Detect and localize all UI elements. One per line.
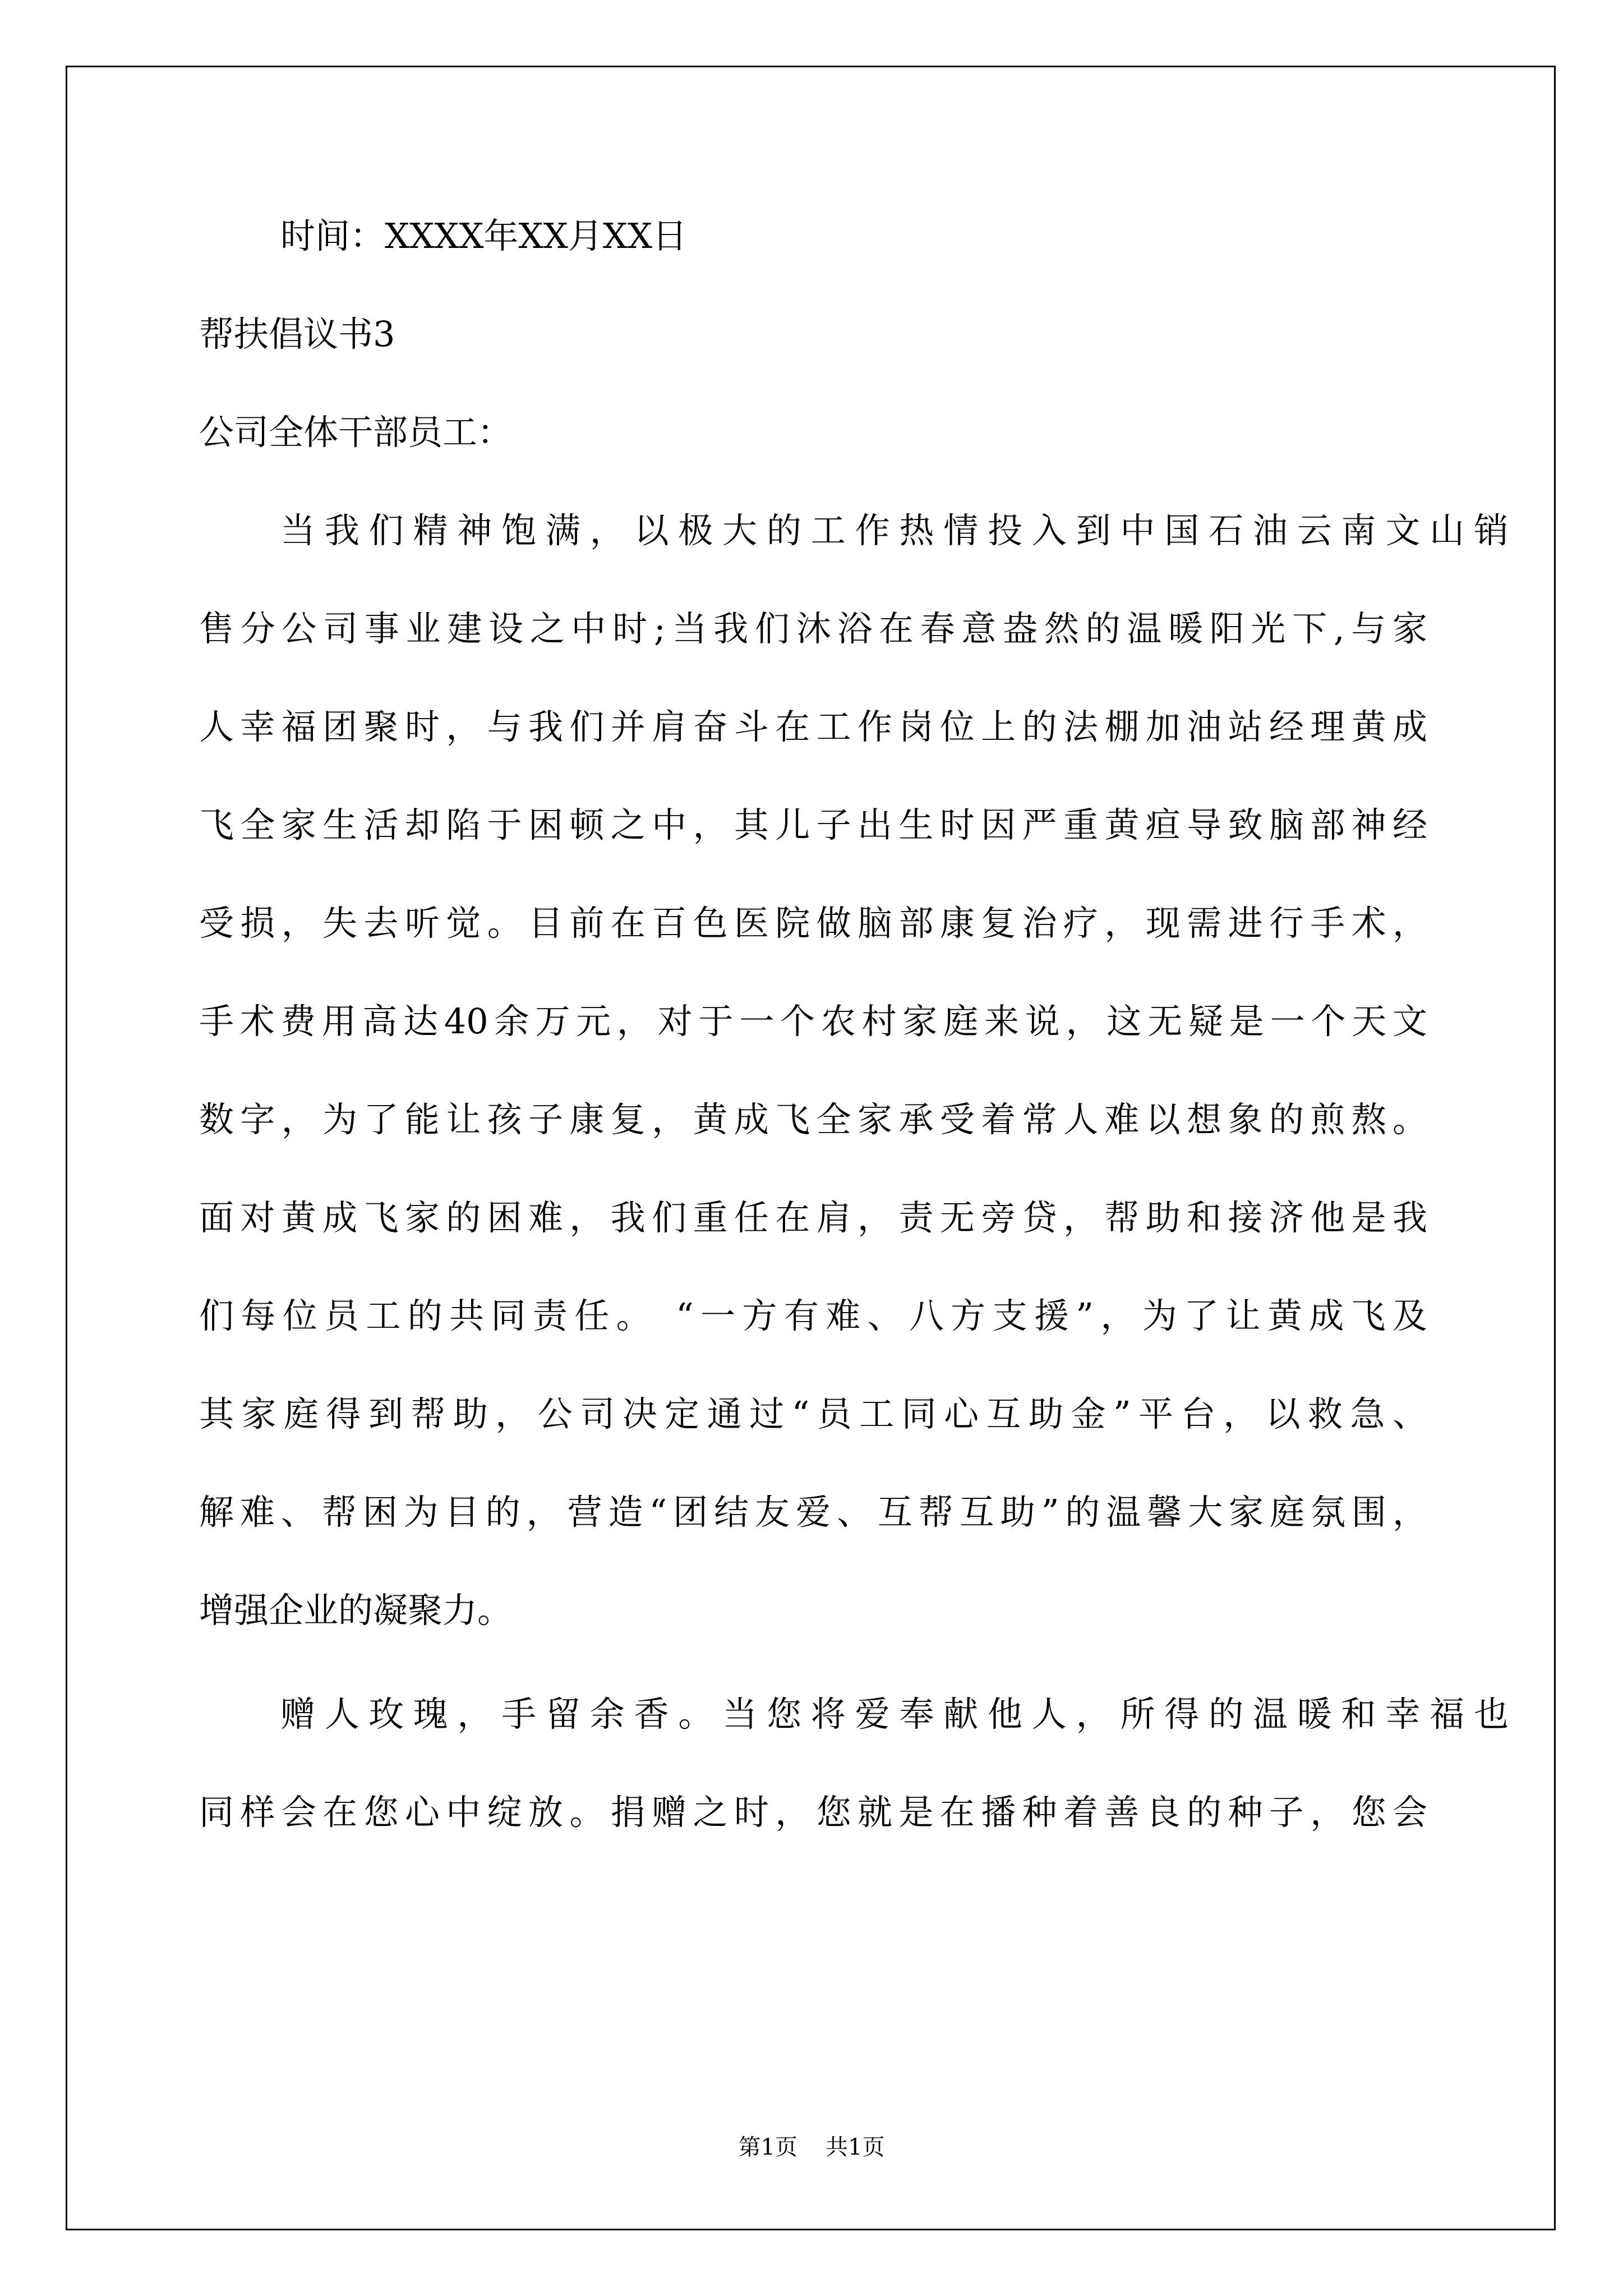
paragraph-line: 飞全家生活却陷于困顿之中，其儿子出生时因严重黄疸导致脑部神经 — [199, 804, 1427, 845]
document-title: 帮扶倡议书3 — [199, 314, 395, 355]
page-border — [66, 66, 1556, 2230]
paragraph-line: 增强企业的凝聚力。 — [199, 1590, 513, 1631]
document-body — [199, 215, 1509, 1833]
paragraph-line: 其家庭得到帮助，公司决定通过“员工同心互助金”平台，以救急、 — [199, 1393, 1427, 1434]
paragraph-line: 手术费用高达40余万元，对于一个农村家庭来说，这无疑是一个天文 — [199, 1001, 1427, 1042]
paragraph-line: 售分公司事业建设之中时;当我们沐浴在春意盎然的温暖阳光下,与家 — [199, 608, 1427, 649]
page-number: 第1页 — [738, 2134, 797, 2160]
paragraph-line: 同样会在您心中绽放。捐赠之时，您就是在播种着善良的种子，您会 — [199, 1792, 1427, 1833]
page-total: 共1页 — [826, 2134, 885, 2160]
paragraph-line: 解难、帮困为目的，营造“团结友爱、互帮互助”的温馨大家庭氛围， — [199, 1492, 1427, 1533]
paragraph-line: 赠人玫瑰，手留余香。当您将爱奉献他人，所得的温暖和幸福也 — [280, 1694, 1509, 1734]
paragraph-line: 面对黄成飞家的困难，我们重任在肩，责无旁贷，帮助和接济他是我 — [199, 1197, 1427, 1238]
paragraph-line: 人幸福团聚时，与我们并肩奋斗在工作岗位上的法棚加油站经理黄成 — [199, 706, 1427, 747]
date-line: 时间：XXXX年XX月XX日 — [280, 215, 688, 256]
page-footer — [0, 2136, 1623, 2159]
paragraph-line: 当我们精神饱满，以极大的工作热情投入到中国石油云南文山销 — [280, 510, 1509, 551]
salutation: 公司全体干部员工： — [199, 412, 513, 453]
paragraph-line: 受损，失去听觉。目前在百色医院做脑部康复治疗，现需进行手术， — [199, 903, 1427, 944]
paragraph-line: 们每位员工的共同责任。 “一方有难、八方支援”，为了让黄成飞及 — [199, 1295, 1427, 1336]
paragraph-line: 数字，为了能让孩子康复，黄成飞全家承受着常人难以想象的煎熬。 — [199, 1099, 1427, 1140]
